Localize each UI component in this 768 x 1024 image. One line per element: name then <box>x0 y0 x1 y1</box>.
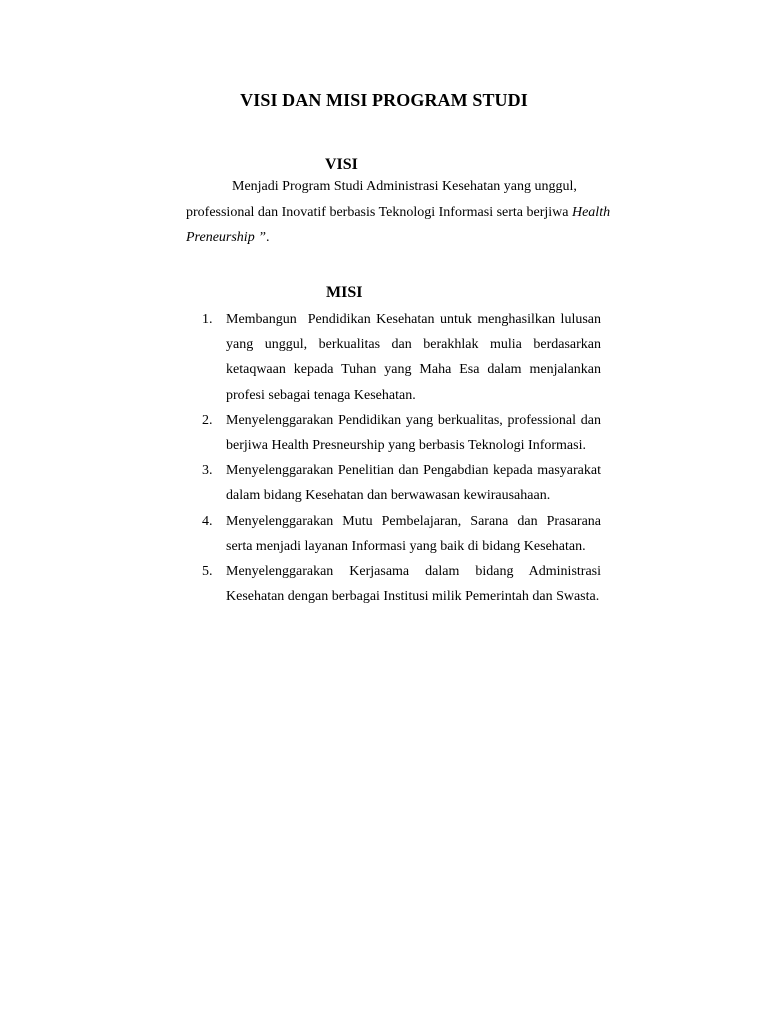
misi-item-number: 4. <box>202 513 213 529</box>
misi-heading: MISI <box>326 284 363 301</box>
misi-item-number: 1. <box>202 312 213 327</box>
misi-item-number: 3. <box>202 463 213 479</box>
visi-text-italic-1: Health <box>571 204 611 220</box>
visi-text-line2: professional dan Inovatif berbasis Teknologi Informasi serta berjiwa <box>186 204 569 220</box>
visi-paragraph <box>186 174 656 251</box>
misi-item-text: Menyelenggarakan Penelitian dan Pengabdian kepada masyarakat dalam bidang Kesehatan dan berwawasan kewirausahaan. <box>226 463 601 504</box>
visi-heading: VISI <box>325 156 358 173</box>
visi-text-line1: Menjadi Program Studi Administrasi Kesehatan yang unggul, <box>232 179 577 194</box>
misi-item-number: 2. <box>202 412 213 428</box>
visi-text-end: . <box>265 230 270 245</box>
misi-item-number: 5. <box>202 564 213 580</box>
misi-item-text: Menyelenggarakan Pendidikan yang berkualitas, professional dan berjiwa Health Presneurship yang berbasis Teknologi Informasi. <box>226 412 601 454</box>
page-title: VISI DAN MISI PROGRAM STUDI <box>240 90 528 110</box>
visi-text-italic-2: Preneurship ” <box>186 230 266 245</box>
misi-item-5 <box>200 559 601 609</box>
misi-list <box>200 307 605 609</box>
misi-item-text: Menyelenggarakan Kerjasama dalam bidang Administrasi Kesehatan dengan berbagai Institusi milik Pemerintah dan Swasta. <box>226 564 601 605</box>
misi-item-1 <box>200 307 605 408</box>
misi-item-4 <box>200 509 601 559</box>
misi-item-2 <box>200 408 601 458</box>
misi-item-text: Membangun Pendidikan Kesehatan untuk menghasilkan lulusan yang unggul, berkualitas dan berakhlak mulia berdasarkan ketaqwaan kepada Tuhan yang Maha Esa dalam menjalankan profesi sebagai tenaga Kesehatan. <box>226 312 605 403</box>
misi-item-text: Menyelenggarakan Mutu Pembelajaran, Sarana dan Prasarana serta menjadi layanan Informasi yang baik di bidang Kesehatan. <box>226 513 601 554</box>
misi-item-3 <box>200 458 601 508</box>
